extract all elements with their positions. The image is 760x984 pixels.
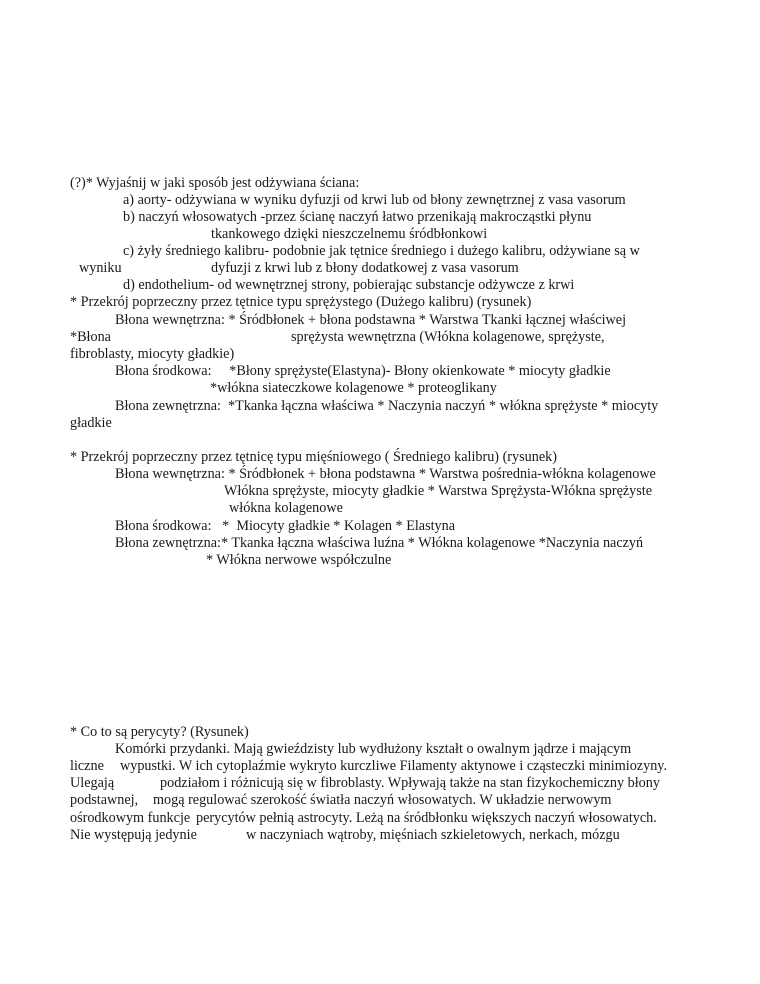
pericytes-line5b: perycytów pełnią astrocyty. Leżą na śródbłonku większych naczyń włosowatych. bbox=[196, 810, 657, 826]
pericytes-line2a: liczne bbox=[70, 758, 104, 774]
pericytes-line6a: Nie występują jedynie bbox=[70, 827, 197, 843]
elastic-inner-line2a: *Błona bbox=[70, 329, 111, 345]
muscular-outer-line2: * Włókna nerwowe współczulne bbox=[206, 552, 392, 568]
item-b-continuation: tkankowego dzięki nieszczelnemu śródbłonkowi bbox=[211, 226, 488, 242]
pericytes-line2b: wypustki. W ich cytoplaźmie wykryto kurczliwe Filamenty aktynowe i cząsteczki minimiozyny. bbox=[120, 758, 668, 774]
pericytes-line3b: podziałom i różnicują się w fibroblasty. Wpływają także na stan fizykochemiczny błony bbox=[160, 775, 660, 791]
item-b-capillaries: b) naczyń włosowatych -przez ścianę naczyń łatwo przenikają makrocząstki płynu bbox=[123, 209, 592, 225]
pericytes-line4a: podstawnej, bbox=[70, 792, 139, 808]
elastic-artery-title: * Przekrój poprzeczny przez tętnice typu sprężystego (Dużego kalibru) (rysunek) bbox=[70, 294, 532, 310]
elastic-middle-line1: Błona środkowa: *Błony sprężyste(Elastyna)- Błony okienkowate * miocyty gładkie bbox=[115, 363, 611, 379]
elastic-inner-line3: fibroblasty, miocyty gładkie) bbox=[70, 346, 235, 362]
pericytes-line3a: Ulegają bbox=[70, 775, 115, 791]
elastic-outer-line2: gładkie bbox=[70, 415, 112, 431]
muscular-artery-title: * Przekrój poprzeczny przez tętnicę typu mięśniowego ( Średniego kalibru) (rysunek) bbox=[70, 449, 557, 465]
item-c-veins: c) żyły średniego kalibru- podobnie jak tętnice średniego i dużego kalibru, odżywiane są w bbox=[123, 243, 640, 259]
elastic-middle-line2: *włókna siateczkowe kolagenowe * proteoglikany bbox=[210, 380, 497, 396]
pericytes-line5a: ośrodkowym funkcje bbox=[70, 810, 191, 826]
pericytes-line6b: w naczyniach wątroby, mięśniach szkieletowych, nerkach, mózgu bbox=[246, 827, 620, 843]
pericytes-line4b: mogą regulować szerokość światła naczyń włosowatych. W układzie nerwowym bbox=[153, 792, 612, 808]
muscular-inner-line1: Błona wewnętrzna: * Śródbłonek + błona podstawna * Warstwa pośrednia-włókna kolagenowe bbox=[115, 466, 656, 482]
muscular-outer-line1: Błona zewnętrzna:* Tkanka łączna właściwa luźna * Włókna kolagenowe *Naczynia naczyń bbox=[115, 535, 644, 551]
item-d-endothelium: d) endothelium- od wewnętrznej strony, pobierając substancje odżywcze z krwi bbox=[123, 277, 575, 293]
muscular-inner-line3: włókna kolagenowe bbox=[229, 500, 343, 516]
muscular-inner-line2: Włókna sprężyste, miocyty gładkie * Warstwa Sprężysta-Włókna sprężyste bbox=[224, 483, 653, 499]
pericytes-line1: Komórki przydanki. Mają gwieździsty lub wydłużony kształt o owalnym jądrze i mającym bbox=[115, 741, 632, 757]
item-c-continuation-a: wyniku bbox=[79, 260, 122, 276]
item-c-continuation-b: dyfuzji z krwi lub z błony dodatkowej z vasa vasorum bbox=[211, 260, 519, 276]
elastic-inner-line1: Błona wewnętrzna: * Śródbłonek + błona podstawna * Warstwa Tkanki łącznej właściwej bbox=[115, 312, 627, 328]
elastic-outer-line1: Błona zewnętrzna: *Tkanka łączna właściwa * Naczynia naczyń * włókna sprężyste * miocyty bbox=[115, 398, 659, 414]
elastic-inner-line2b: sprężysta wewnętrzna (Włókna kolagenowe, sprężyste, bbox=[291, 329, 605, 345]
muscular-middle: Błona środkowa: * Miocyty gładkie * Kolagen * Elastyna bbox=[115, 518, 456, 534]
question-nourishment: (?)* Wyjaśnij w jaki sposób jest odżywiana ściana: bbox=[70, 175, 360, 191]
item-a-aorta: a) aorty- odżywiana w wyniku dyfuzji od krwi lub od błony zewnętrznej z vasa vasorum bbox=[123, 192, 626, 208]
pericytes-title: * Co to są perycyty? (Rysunek) bbox=[70, 724, 249, 740]
